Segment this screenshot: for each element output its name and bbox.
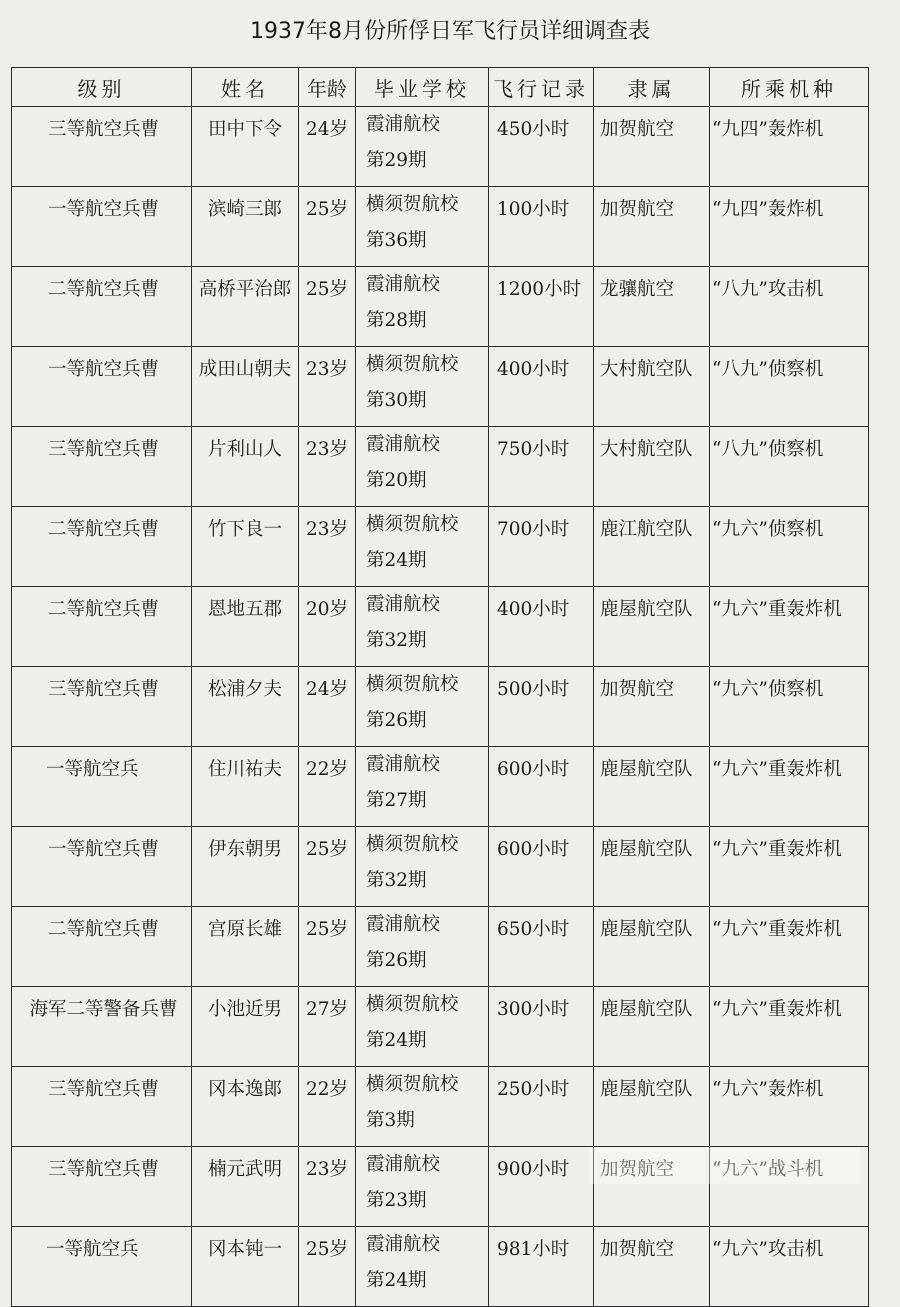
school-term: 第32期 (366, 870, 427, 891)
rank-cell: 一等航空兵曹 (12, 187, 192, 267)
rank-cell: 三等航空兵曹 (12, 107, 192, 187)
age-cell: 24岁 (299, 667, 356, 747)
school-name: 横须贺航校 (366, 674, 459, 695)
unit-cell: 加贺航空 (594, 667, 710, 747)
rank-cell: 三等航空兵曹 (12, 1067, 192, 1147)
school-term: 第24期 (366, 1270, 427, 1291)
age-cell: 25岁 (299, 187, 356, 267)
unit-cell: 加贺航空 (594, 1227, 710, 1307)
table-row (12, 1227, 869, 1307)
school-term: 第26期 (366, 950, 427, 971)
rank-cell: 一等航空兵曹 (12, 347, 192, 427)
name-cell: 松浦夕夫 (192, 667, 299, 747)
rank-cell: 海军二等警备兵曹 (12, 987, 192, 1067)
name-cell: 小池近男 (192, 987, 299, 1067)
school-term: 第26期 (366, 710, 427, 731)
table-row (12, 507, 869, 587)
school-name: 横须贺航校 (366, 194, 459, 215)
unit-cell: 鹿江航空队 (594, 507, 710, 587)
name-cell: 宫原长雄 (192, 907, 299, 987)
unit-cell: 鹿屋航空队 (594, 827, 710, 907)
school-name: 霞浦航校 (366, 754, 441, 775)
header-unit: 隶属 (594, 68, 710, 107)
school-cell (356, 187, 489, 267)
name-cell: 冈本钝一 (192, 1227, 299, 1307)
flight-hours-cell: 700小时 (489, 507, 594, 587)
aircraft-cell: “九六”重轰炸机 (710, 747, 869, 827)
aircraft-cell: “八九”攻击机 (710, 267, 869, 347)
rank-cell: 三等航空兵曹 (12, 1147, 192, 1227)
school-name: 横须贺航校 (366, 1074, 459, 1095)
school-cell (356, 587, 489, 667)
school-term: 第24期 (366, 550, 427, 571)
table-header-row (12, 68, 869, 107)
rank-cell: 一等航空兵 (12, 747, 192, 827)
school-term: 第32期 (366, 630, 427, 651)
school-name: 横须贺航校 (366, 834, 459, 855)
unit-cell: 鹿屋航空队 (594, 747, 710, 827)
flight-hours-cell: 900小时 (489, 1147, 594, 1227)
age-cell: 20岁 (299, 587, 356, 667)
name-cell: 伊东朝男 (192, 827, 299, 907)
name-cell: 滨崎三郎 (192, 187, 299, 267)
age-cell: 24岁 (299, 107, 356, 187)
age-cell: 25岁 (299, 267, 356, 347)
flight-hours-cell: 600小时 (489, 827, 594, 907)
unit-cell: 加贺航空 (594, 187, 710, 267)
table-row (12, 587, 869, 667)
name-cell: 成田山朝夫 (192, 347, 299, 427)
unit-cell: 龙骧航空 (594, 267, 710, 347)
rank-cell: 三等航空兵曹 (12, 667, 192, 747)
school-name: 霞浦航校 (366, 114, 441, 135)
header-flight-record: 飞行记录 (489, 68, 594, 107)
school-cell (356, 507, 489, 587)
age-cell: 25岁 (299, 907, 356, 987)
school-cell (356, 107, 489, 187)
school-term: 第30期 (366, 390, 427, 411)
flight-hours-cell: 400小时 (489, 347, 594, 427)
header-aircraft: 所乘机种 (710, 68, 869, 107)
aircraft-cell: “九六”侦察机 (710, 507, 869, 587)
school-term: 第27期 (366, 790, 427, 811)
school-cell (356, 747, 489, 827)
school-name: 霞浦航校 (366, 274, 441, 295)
header-school: 毕业学校 (356, 68, 489, 107)
table-row (12, 747, 869, 827)
flight-hours-cell: 400小时 (489, 587, 594, 667)
aircraft-cell: “八九”侦察机 (710, 347, 869, 427)
flight-hours-cell: 981小时 (489, 1227, 594, 1307)
name-cell: 田中下令 (192, 107, 299, 187)
school-cell (356, 987, 489, 1067)
school-cell (356, 267, 489, 347)
school-term: 第36期 (366, 230, 427, 251)
flight-hours-cell: 500小时 (489, 667, 594, 747)
header-name: 姓名 (192, 68, 299, 107)
name-cell: 高桥平治郎 (192, 267, 299, 347)
flight-hours-cell: 1200小时 (489, 267, 594, 347)
name-cell: 冈本逸郎 (192, 1067, 299, 1147)
unit-cell: 大村航空队 (594, 347, 710, 427)
unit-cell: 鹿屋航空队 (594, 907, 710, 987)
unit-cell: 加贺航空 (594, 107, 710, 187)
school-name: 横须贺航校 (366, 994, 459, 1015)
age-cell: 25岁 (299, 1227, 356, 1307)
age-cell: 23岁 (299, 427, 356, 507)
school-name: 霞浦航校 (366, 914, 441, 935)
rank-cell: 二等航空兵曹 (12, 267, 192, 347)
unit-cell: 鹿屋航空队 (594, 587, 710, 667)
aircraft-cell: “九六”重轰炸机 (710, 587, 869, 667)
age-cell: 27岁 (299, 987, 356, 1067)
aircraft-cell: “九六”重轰炸机 (710, 827, 869, 907)
flight-hours-cell: 300小时 (489, 987, 594, 1067)
school-name: 霞浦航校 (366, 1154, 441, 1175)
school-name: 横须贺航校 (366, 514, 459, 535)
unit-cell: 大村航空队 (594, 427, 710, 507)
aircraft-cell: “九六”重轰炸机 (710, 987, 869, 1067)
name-cell: 楠元武明 (192, 1147, 299, 1227)
table-row (12, 827, 869, 907)
flight-hours-cell: 100小时 (489, 187, 594, 267)
school-cell (356, 1227, 489, 1307)
table-row (12, 107, 869, 187)
flight-hours-cell: 250小时 (489, 1067, 594, 1147)
age-cell: 22岁 (299, 747, 356, 827)
table-row (12, 267, 869, 347)
aircraft-cell: “九六”攻击机 (710, 1227, 869, 1307)
school-name: 霞浦航校 (366, 434, 441, 455)
rank-cell: 一等航空兵曹 (12, 827, 192, 907)
flight-hours-cell: 600小时 (489, 747, 594, 827)
table-row (12, 907, 869, 987)
name-cell: 恩地五郡 (192, 587, 299, 667)
pilot-table (11, 67, 869, 1307)
unit-cell: 鹿屋航空队 (594, 987, 710, 1067)
aircraft-cell: “九四”轰炸机 (710, 107, 869, 187)
table-row (12, 427, 869, 507)
school-cell (356, 907, 489, 987)
school-term: 第20期 (366, 470, 427, 491)
table-row (12, 987, 869, 1067)
aircraft-cell: “九六”重轰炸机 (710, 907, 869, 987)
flight-hours-cell: 650小时 (489, 907, 594, 987)
school-name: 霞浦航校 (366, 1234, 441, 1255)
table-row (12, 187, 869, 267)
aircraft-cell: “九六”轰炸机 (710, 1067, 869, 1147)
school-cell (356, 1067, 489, 1147)
school-term: 第3期 (366, 1110, 415, 1131)
rank-cell: 二等航空兵曹 (12, 507, 192, 587)
school-term: 第29期 (366, 150, 427, 171)
table-row (12, 347, 869, 427)
aircraft-cell: “八九”侦察机 (710, 427, 869, 507)
age-cell: 25岁 (299, 827, 356, 907)
age-cell: 23岁 (299, 1147, 356, 1227)
table-row (12, 1067, 869, 1147)
school-cell (356, 347, 489, 427)
rank-cell: 二等航空兵曹 (12, 587, 192, 667)
school-cell (356, 667, 489, 747)
name-cell: 住川祐夫 (192, 747, 299, 827)
name-cell: 竹下良一 (192, 507, 299, 587)
unit-cell: 鹿屋航空队 (594, 1067, 710, 1147)
school-term: 第23期 (366, 1190, 427, 1211)
school-term: 第28期 (366, 310, 427, 331)
age-cell: 22岁 (299, 1067, 356, 1147)
name-cell: 片利山人 (192, 427, 299, 507)
school-cell (356, 827, 489, 907)
aircraft-cell: “九六”战斗机 (710, 1147, 869, 1227)
flight-hours-cell: 750小时 (489, 427, 594, 507)
header-age: 年龄 (299, 68, 356, 107)
rank-cell: 三等航空兵曹 (12, 427, 192, 507)
flight-hours-cell: 450小时 (489, 107, 594, 187)
school-name: 横须贺航校 (366, 354, 459, 375)
aircraft-cell: “九四”轰炸机 (710, 187, 869, 267)
rank-cell: 一等航空兵 (12, 1227, 192, 1307)
table-row (12, 1147, 869, 1227)
school-term: 第24期 (366, 1030, 427, 1051)
unit-cell: 加贺航空 (594, 1147, 710, 1227)
school-cell (356, 1147, 489, 1227)
page-title: 1937年8月份所俘日军飞行员详细调查表 (250, 19, 650, 44)
aircraft-cell: “九六”侦察机 (710, 667, 869, 747)
school-name: 霞浦航校 (366, 594, 441, 615)
rank-cell: 二等航空兵曹 (12, 907, 192, 987)
age-cell: 23岁 (299, 347, 356, 427)
school-cell (356, 427, 489, 507)
header-rank: 级别 (12, 68, 192, 107)
age-cell: 23岁 (299, 507, 356, 587)
table-row (12, 667, 869, 747)
